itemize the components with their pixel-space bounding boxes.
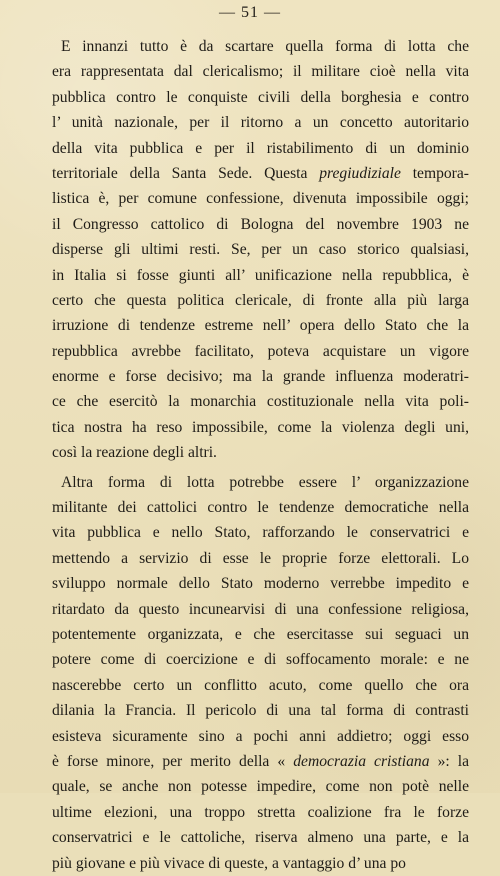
text-line: ce che esercitò la monarchia costituzionale nella vita poli- — [52, 393, 469, 411]
text-line: tica nostra ha reso impossibile, come la violenza degli uni, — [52, 418, 469, 436]
text-line: vita pubblica e nello Stato, rafforzando le conservatrici e — [52, 524, 469, 542]
text-line: ultime elezioni, una troppo stretta coalizione fra le forze — [52, 803, 469, 821]
text-line: certo che questa politica clericale, di fronte alla più larga — [52, 291, 469, 309]
text-line: potere come di coercizione e di soffocamento morale: e ne — [52, 651, 469, 669]
text-block — [52, 34, 469, 876]
text-line: sviluppo normale dello Stato moderno verrebbe impedito e — [52, 575, 469, 593]
text-line: territoriale della Santa Sede. Questa pregiudiziale tempora- — [52, 164, 469, 182]
text-line: conservatrici e le cattoliche, riserva almeno una parte, e la — [52, 829, 469, 847]
text-line: più giovane e più vivace di queste, a vantaggio d’ una po — [52, 854, 406, 872]
paragraph-1 — [52, 34, 469, 466]
text-line: dilania la Francia. Il pericolo di una tal forma di contrasti — [52, 702, 469, 720]
text-line: listica è, per comune confessione, divenuta impossibile oggi; — [52, 190, 469, 208]
paragraph-2 — [52, 470, 469, 876]
text-line: irruzione di tendenze estreme nell’ opera dello Stato che la — [52, 317, 469, 335]
text-line: della vita pubblica e per il ristabilimento di un dominio — [52, 139, 469, 157]
text-line: l’ unità nazionale, per il ritorno a un concetto autoritario — [52, 114, 469, 132]
text-line: ritardato da questo incunearvisi di una confessione religiosa, — [52, 600, 469, 618]
emphasized-text: democrazia cristiana — [293, 752, 430, 770]
text-line: mettendo a servizio di esse le proprie forze elettorali. Lo — [52, 549, 469, 567]
text-line: era rappresentata dal clericalismo; il militare cioè nella vita — [52, 63, 469, 81]
text-line: pubblica contro le conquiste civili della borghesia e contro — [52, 88, 469, 106]
text-line: enorme e forse decisivo; ma la grande influenza moderatri- — [52, 368, 469, 386]
text-line: quale, se anche non potesse impedire, come non potè nelle — [52, 778, 469, 796]
text-line: il Congresso cattolico di Bologna del novembre 1903 ne — [52, 215, 469, 233]
text-line: così la reazione degli altri. — [52, 444, 217, 462]
emphasized-text: pregiudiziale — [319, 164, 401, 182]
text-line: nascerebbe certo un conflitto acuto, come quello che ora — [52, 676, 469, 694]
page-number: — 51 — — [219, 4, 281, 21]
text-line: potentemente organizzata, e che esercitasse sui seguaci un — [52, 625, 469, 643]
text-line: in Italia si fosse giunti all’ unificazione nella repubblica, è — [52, 266, 469, 284]
text-line: è forse minore, per merito della « democrazia cristiana »: la — [52, 752, 470, 770]
text-line: militante dei cattolici contro le tendenze democratiche nella — [52, 499, 469, 517]
text-line: E innanzi tutto è da scartare quella forma di lotta che — [61, 38, 469, 55]
text-line: disperse gli ultimi resti. Se, per un caso storico qualsiasi, — [52, 241, 469, 259]
text-line: Altra forma di lotta potrebbe essere l’ organizzazione — [61, 473, 469, 491]
text-line: esisteva sicuramente sino a pochi anni addietro; oggi esso — [52, 727, 469, 745]
text-line: repubblica avrebbe facilitato, poteva acquistare un vigore — [52, 342, 469, 360]
